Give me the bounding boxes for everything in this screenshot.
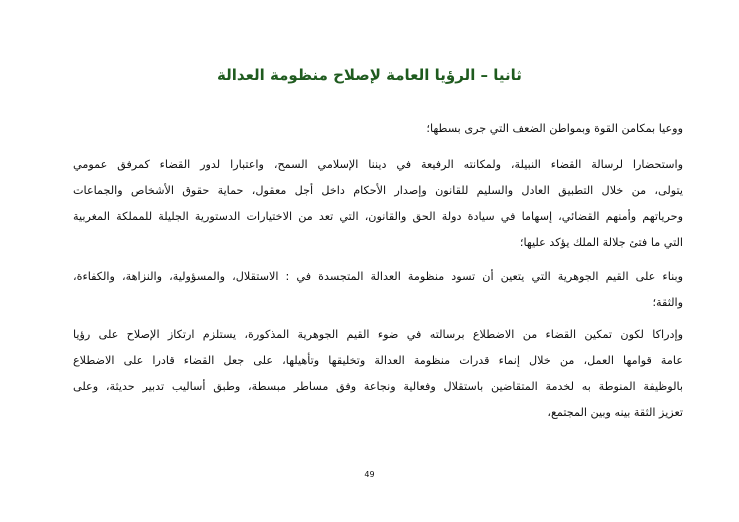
text-line: واستحضارا لرسالة القضاء النبيلة، ولمكانته الرفيعة في ديننا الإسلامي السمح، واعتبارا لدور القضاء كمرفق عمومي: [73, 158, 683, 171]
text-line: ووعيا بمكامن القوة وبمواطن الضعف التي جرى بسطها؛: [426, 122, 683, 135]
page-number: 49: [364, 470, 375, 479]
paragraph-values: [73, 264, 683, 316]
text-line: التي ما فتئ جلالة الملك يؤكد عليها؛: [519, 236, 683, 249]
paragraph-vision: [73, 322, 683, 426]
text-line: عامة قوامها العمل، من خلال إنماء قدرات منظومة العدالة وتخليقها وتأهيلها، على جعل القضاء قادرا على الاضطلاع: [73, 354, 683, 367]
paragraph-awareness: [73, 116, 683, 142]
paragraph-mission: [73, 152, 683, 256]
body-text: [73, 322, 683, 426]
text-line: وإدراكا لكون تمكين القضاء من الاضطلاع برسالته في ضوء القيم الجوهرية المذكورة، يستلزم ارتكاز الإصلاح على رؤيا: [73, 328, 683, 341]
text-line: تعزيز الثقة بينه وبين المجتمع،: [547, 406, 683, 419]
section-title: ثانيا – الرؤيا العامة لإصلاح منظومة العدالة: [217, 66, 522, 84]
text-line: والثقة؛: [652, 296, 683, 309]
text-line: وبناء على القيم الجوهرية التي يتعين أن تسود منظومة العدالة المتجسدة في : الاستقلال، والمسؤولية، والنزاهة، والكفاءة،: [73, 270, 683, 283]
text-line: بالوظيفة المنوطة به لخدمة المتقاضين باستقلال وفعالية ونجاعة وفق مساطر مبسطة، وطبق أساليب تدبير حديثة، وعلى: [73, 380, 683, 393]
body-text: [73, 116, 683, 142]
text-line: يتولى، من خلال التطبيق العادل والسليم للقانون وإصدار الأحكام داخل أجل معقول، حماية حقوق الأشخاص والجماعات: [73, 184, 683, 197]
body-text: [73, 264, 683, 316]
text-line: وحرياتهم وأمنهم القضائي، إسهاما في سيادة دولة الحق والقانون، التي تعد من الاختيارات الدستورية الجليلة للمملكة المغربية: [73, 210, 683, 223]
body-text: [73, 152, 683, 256]
